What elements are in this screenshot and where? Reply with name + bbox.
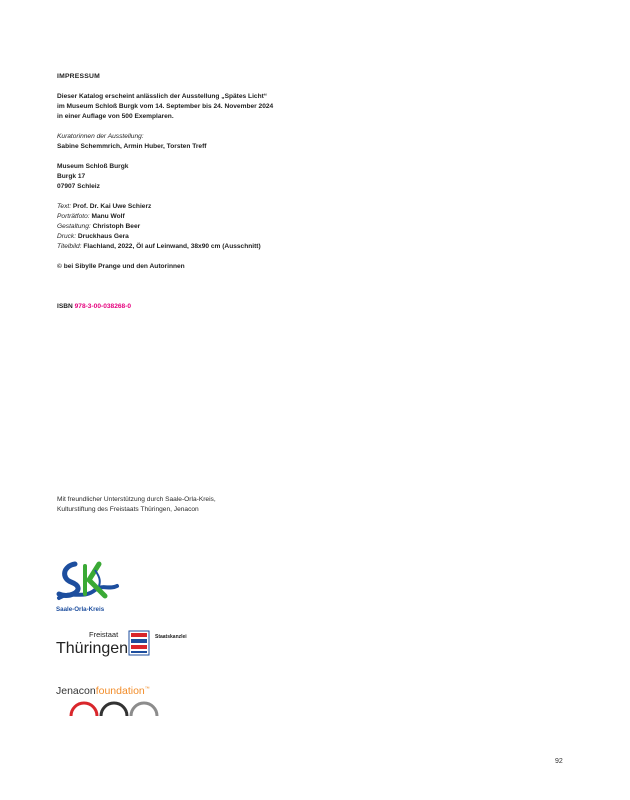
credit-value: Flachland, 2022, Öl auf Leinwand, 38x90 cm (Ausschnitt)	[83, 243, 261, 250]
jenacon-emblem-icon	[55, 684, 185, 718]
credit-label: Druck:	[57, 233, 77, 240]
copyright-line: © bei Sibylle Prange und den Autorinnen	[57, 263, 185, 270]
credit-text	[57, 202, 457, 212]
jena-foundation: foundation	[95, 685, 145, 697]
curators-block	[57, 132, 457, 152]
isbn-number: 978-3-00-038268-0	[74, 303, 132, 310]
thueringen-logo	[55, 628, 205, 665]
intro-line: Dieser Katalog erscheint anlässlich der Ausstellung „Spätes Licht“	[57, 93, 268, 100]
address-line: Museum Schloß Burgk	[57, 163, 129, 170]
curators-names: Sabine Schemmrich, Armin Huber, Torsten Treff	[57, 143, 207, 150]
address-line: 07907 Schleiz	[57, 183, 100, 190]
jenacon-foundation-logo	[55, 684, 185, 723]
jena-name: Jenacon	[56, 685, 96, 697]
credit-value: Druckhaus Gera	[77, 233, 129, 240]
intro-line: im Museum Schloß Burgk vom 14. September bis 24. November 2024	[57, 103, 274, 110]
curators-label: Kuratorinnen der Ausstellung:	[57, 133, 144, 140]
intro-paragraph	[57, 92, 457, 122]
impressum-title: IMPRESSUM	[57, 73, 100, 80]
address-line: Burgk 17	[57, 173, 86, 180]
isbn-label: ISBN	[57, 303, 73, 310]
thu-name: Thüringen	[56, 640, 129, 657]
credit-print	[57, 232, 457, 242]
saale-orla-kreis-logo	[55, 560, 125, 621]
support-note	[57, 495, 216, 515]
support-line: Mit freundlicher Unterstützung durch Saale-Orla-Kreis,	[57, 496, 216, 503]
credit-value: Prof. Dr. Kai Uwe Schierz	[72, 203, 152, 210]
credit-photo	[57, 212, 457, 222]
credit-design	[57, 222, 457, 232]
intro-line: in einer Auflage von 500 Exemplaren.	[57, 113, 174, 120]
thueringen-emblem-icon	[55, 628, 205, 660]
thu-freistaat: Freistaat	[89, 630, 119, 639]
credit-value: Christoph Beer	[92, 223, 141, 230]
thu-staatskanzlei: Staatskanzlei	[155, 634, 187, 640]
credit-label: Text:	[57, 203, 72, 210]
svg-text:Jenaconfoundation™	[56, 685, 150, 697]
page-number: 92	[555, 758, 563, 765]
impressum-section	[57, 72, 457, 312]
isbn-line	[57, 302, 457, 312]
credit-label: Gestaltung:	[57, 223, 91, 230]
credit-label: Titelbild:	[57, 243, 82, 250]
credit-value: Manu Wolf	[91, 213, 125, 220]
credits-block	[57, 202, 457, 252]
jena-tm: ™	[144, 686, 150, 692]
sok-caption: Saale-Orla-Kreis	[56, 606, 105, 613]
credit-label: Porträtfoto:	[57, 213, 90, 220]
address-block	[57, 162, 457, 192]
sok-emblem-icon	[55, 560, 125, 616]
credit-cover	[57, 242, 457, 252]
support-line: Kulturstiftung des Freistaats Thüringen, Jenacon	[57, 506, 199, 513]
